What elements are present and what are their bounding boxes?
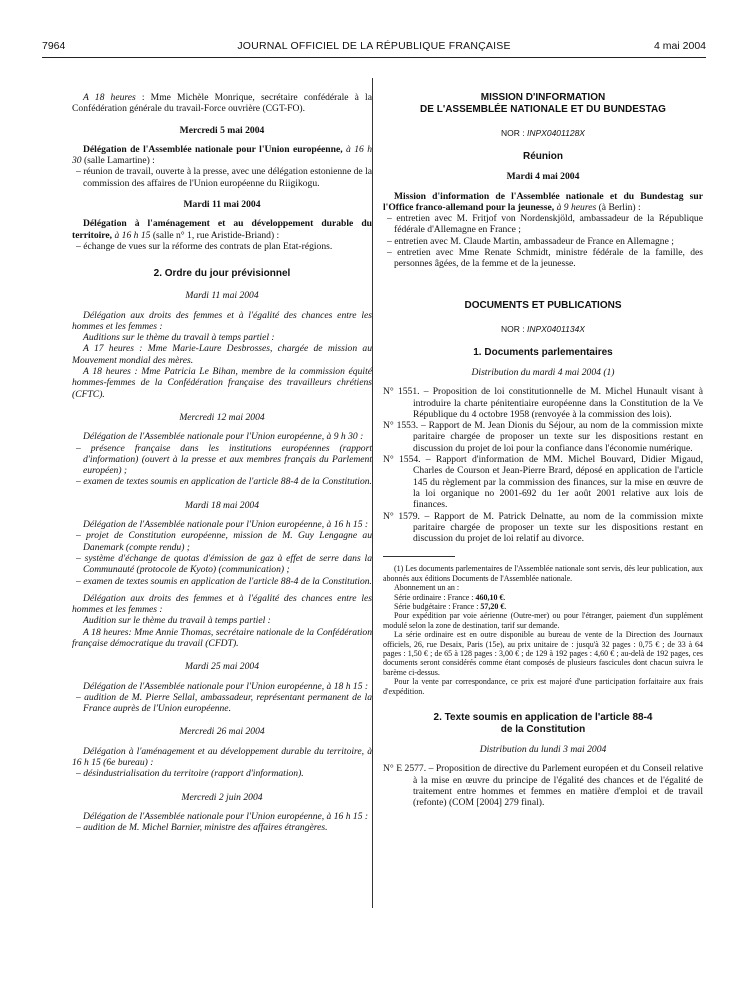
agenda-item: – système d'échange de quotas d'émission de gaz à effet de serre dans la Communauté (protocole de Kyoto) (communication) ; xyxy=(76,552,372,576)
audition-heading: Auditions sur le thème du travail à temps partiel : xyxy=(83,332,275,344)
agenda-item: – audition de M. Pierre Sellal, ambassadeur, représentant permanent de la France auprès de l'Union européenne. xyxy=(76,691,372,715)
document-entry: N° 1551. – Proposition de loi constitutionnelle de M. Michel Hunault visant à introduire la charte pénitentiaire européenne dans la Constitution de la Ve République du 4 octobre 1958 (renvoyée à la commission des lois). xyxy=(383,386,703,420)
footnote: Pour expédition par voie aérienne (Outre-mer) ou pour l'étranger, paiement d'un supplément modulé selon la zone de destination, tarif sur demande. xyxy=(383,611,703,630)
footnote-price: Série budgétaire : France : 57,20 €. xyxy=(394,602,507,612)
agenda-item: – entretien avec M. Fritjof von Nordenskjöld, ambassadeur de la République fédérale d'Allemagne en France ; xyxy=(387,213,703,236)
document-entry: N° 1554. – Rapport d'information de MM. Michel Bouvard, Didier Migaud, Charles de Courson et Jean-Pierre Brard, déposé en application de l'article 145 du règlement par la commission des finances, sur la mise en œuvre de la loi organique no 2001-692 du 1er août 2001 relative aux lois de finances. xyxy=(383,454,703,511)
agenda-item: – projet de Constitution européenne, mission de M. Guy Lengagne au Danemark (compte rendu) ; xyxy=(76,530,372,553)
left-column xyxy=(72,92,372,834)
header-rule xyxy=(42,57,706,58)
section-title: 2. Ordre du jour prévisionnel xyxy=(153,268,291,280)
date-heading: Mardi 25 mai 2004 xyxy=(185,661,259,673)
page-number: 7964 xyxy=(42,40,66,52)
agenda-item: – présence française dans les institutions européennes (rapport d'information) (ouvert à la presse et aux membres français du Parlement européen) ; xyxy=(76,442,372,477)
mission-title: MISSION D'INFORMATION DE L'ASSEMBLÉE NATIONALE ET DU BUNDESTAG xyxy=(420,92,666,115)
agenda-item: – examen de textes soumis en application de l'article 88-4 de la Constitution. xyxy=(76,476,372,488)
session-paragraph: Délégation aux droits des femmes et à l'égalité des chances entre les hommes et les femmes : xyxy=(72,592,372,616)
footnote-abonnement: Abonnement un an : xyxy=(394,583,460,593)
agenda-item: – échange de vues sur la réforme des contrats de plan Etat-régions. xyxy=(76,240,333,252)
section-title: 1. Documents parlementaires xyxy=(473,346,613,358)
footnote: (1) Les documents parlementaires de l'Assemblée nationale sont servis, dès leur publication, aux abonnés aux éditions Documents de l'Assemblée nationale. xyxy=(383,564,703,583)
document-entry: N° E 2577. – Proposition de directive du Parlement européen et du Conseil relative à la mise en œuvre du principe de l'égalité des chances et de l'égalité de traitement entre hommes et femmes en matière d'emploi et de travail (refonte) (COM [2004] 279 final). xyxy=(383,763,703,809)
session-paragraph: Délégation de l'Assemblée nationale pour l'Union européenne, à 9 h 30 : xyxy=(83,431,364,443)
document-entry: N° 1579. – Rapport de M. Patrick Delnatte, au nom de la commission mixte paritaire chargée de proposer un texte sur les dispositions restant en discussion du projet de loi relatif au divorce. xyxy=(383,510,703,545)
date-heading: Mercredi 5 mai 2004 xyxy=(179,124,265,136)
date-heading: Mercredi 26 mai 2004 xyxy=(179,726,265,738)
agenda-item: – désindustrialisation du territoire (rapport d'information). xyxy=(76,768,304,780)
date-heading: Mardi 11 mai 2004 xyxy=(185,290,259,302)
agenda-item: – entretien avec Mme Renate Schmidt, ministre fédérale de la famille, des personnes âgées, de la femme et de la jeunesse. xyxy=(387,247,703,270)
session-paragraph: Délégation à l'aménagement et au développement durable du territoire, à 16 h 15 (6e bureau) : xyxy=(72,745,372,769)
distribution-date: Distribution du lundi 3 mai 2004 xyxy=(479,744,607,756)
footnote: Pour la vente par correspondance, ce prix est majoré d'une participation forfaitaire aux frais d'expédition. xyxy=(383,677,703,696)
audition-item: A 17 heures : Mme Marie-Laure Desbrosses, chargée de mission au Mouvement mondial des mères. xyxy=(72,343,372,366)
issue-date: 4 mai 2004 xyxy=(654,40,706,52)
agenda-item: – réunion de travail, ouverte à la presse, avec une délégation estonienne de la commission des affaires de l'Union européenne du Riigikogu. xyxy=(76,166,372,189)
date-heading: Mercredi 2 juin 2004 xyxy=(181,791,263,803)
date-heading: Mardi 18 mai 2004 xyxy=(185,499,259,511)
agenda-item: – examen de textes soumis en application de l'article 88-4 de la Constitution. xyxy=(76,575,372,587)
journal-title: JOURNAL OFFICIEL DE LA RÉPUBLIQUE FRANÇAISE xyxy=(237,40,511,52)
agenda-item: – entretien avec M. Claude Martin, ambassadeur de France en Allemagne ; xyxy=(387,235,674,247)
session-paragraph: Délégation de l'Assemblée nationale pour l'Union européenne, à 18 h 15 : xyxy=(83,680,369,692)
footnote-rule xyxy=(383,556,455,557)
date-heading: Mercredi 12 mai 2004 xyxy=(179,411,265,423)
running-header xyxy=(42,39,706,53)
intro-paragraph: A 18 heures : Mme Michèle Monrique, secrétaire confédérale à la Confédération générale du travail-Force ouvrière (CGT-FO). xyxy=(72,92,372,115)
date-heading: Mardi 11 mai 2004 xyxy=(183,199,261,211)
document-entry: N° 1553. – Rapport de M. Jean Dionis du Séjour, au nom de la commission mixte paritaire chargée de proposer un texte sur les dispositions restant en discussion du projet de loi pour la confiance dans l'économie numérique. xyxy=(383,420,703,454)
session-paragraph: Délégation aux droits des femmes et à l'égalité des chances entre les hommes et les femmes : xyxy=(72,309,372,332)
section-title: 2. Texte soumis en application de l'article 88-4 de la Constitution xyxy=(433,712,653,736)
footnote-price: Série ordinaire : France : 460,10 €. xyxy=(394,592,506,602)
agenda-item: – audition de M. Michel Barnier, ministre des affaires étrangères. xyxy=(76,822,328,834)
date-heading: Mardi 4 mai 2004 xyxy=(506,171,580,183)
column-divider xyxy=(372,78,373,908)
session-paragraph: Délégation à l'aménagement et au développement durable du territoire, à 16 h 15 (salle n° 1, rue Aristide-Briand) : xyxy=(72,218,372,241)
session-paragraph: Mission d'information de l'Assemblée nationale et du Bundestag sur l'Office franco-allemand pour la jeunesse, à 9 heures (à Berlin) : xyxy=(383,190,703,213)
audition-item: A 18 heures : Mme Patricia Le Bihan, membre de la commission équité hommes-femmes de la Confédération française des travailleurs chrétiens (CFTC). xyxy=(72,366,372,400)
footnote: La série ordinaire est en outre disponible au bureau de vente de la Direction des Journaux officiels, 26, rue Desaix, Paris (15e), au prix unitaire de : jusqu'à 32 pages : 0,75 € ; de 33 à 64 pages : 1,50 € ; de 65 à 128 pages : 3,00 € ; de 129 à 192 pages : 4,60 € ; au-delà de 192 pages, ces documents seront considérés comme étant composés de plusieurs fascicules dont chacun suivra le barème ci-dessus. xyxy=(383,630,703,677)
audition-item: A 18 heures: Mme Annie Thomas, secrétaire nationale de la Confédération française démocratique du travail (CFDT). xyxy=(72,626,372,649)
session-paragraph: Délégation de l'Assemblée nationale pour l'Union européenne, à 16 h 15 : xyxy=(83,810,369,822)
docs-title: DOCUMENTS ET PUBLICATIONS xyxy=(464,299,622,311)
nor-reference: NOR : INPX0401128X xyxy=(501,128,585,138)
reunion-heading: Réunion xyxy=(523,151,563,163)
session-paragraph: Délégation de l'Assemblée nationale pour l'Union européenne, à 16 h 15 : xyxy=(83,519,369,531)
right-column xyxy=(383,92,703,809)
distribution-date: Distribution du mardi 4 mai 2004 (1) xyxy=(471,366,615,378)
session-paragraph: Délégation de l'Assemblée nationale pour l'Union européenne, à 16 h 30 (salle Lamartine) : xyxy=(72,143,373,167)
nor-reference: NOR : INPX0401134X xyxy=(501,323,585,334)
audition-heading: Audition sur le thème du travail à temps partiel : xyxy=(83,615,271,627)
